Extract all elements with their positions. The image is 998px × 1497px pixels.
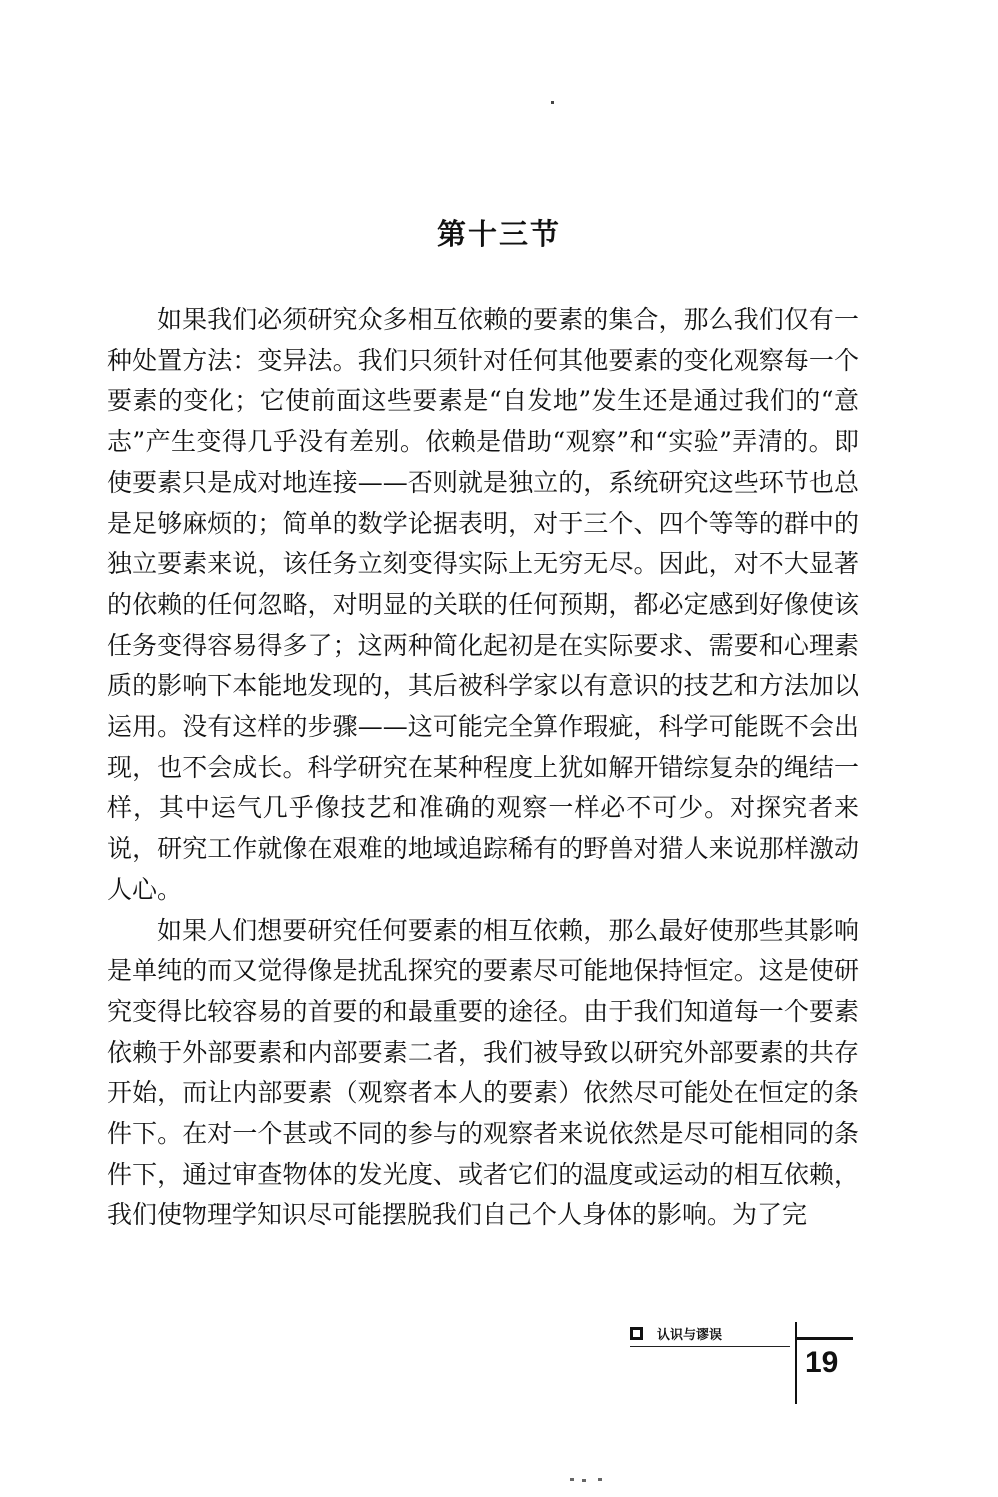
- section-title: 第十三节: [436, 217, 561, 251]
- footer-divider: [795, 1322, 797, 1404]
- paragraph: 如果人们想要研究任何要素的相互依赖，那么最好使那些其影响是单纯的而又觉得像是扰乱探究的要素尽可能地保持恒定。这是使研究变得比较容易的首要的和最重要的途径。由于我们知道每一个要素依赖于外部要素和内部要素二者，我们被导致以研究外部要素的共存开始，而让内部要素（观察者本人的要素）依然尽可能处在恒定的条件下。在对一个甚或不同的参与的观察者来说依然是尽可能相同的条件下，通过审查物体的发光度、或者它们的温度或运动的相互依赖，我们使物理学知识尽可能摆脱我们自己个人身体的影响。为了完: [107, 915, 859, 1230]
- body-text: [107, 300, 859, 1236]
- scan-speck: [570, 1478, 604, 1482]
- scan-speck: [551, 101, 554, 104]
- square-mark-icon: [630, 1327, 643, 1340]
- page-number-bar: [797, 1337, 853, 1340]
- page-number: 19: [805, 1346, 839, 1379]
- running-title: 认识与谬误: [657, 1327, 723, 1343]
- paragraph: 如果我们必须研究众多相互依赖的要素的集合，那么我们仅有一种处置方法：变异法。我们只须针对任何其他要素的变化观察每一个要素的变化；它使前面这些要素是“自发地”发生还是通过我们的“意志”产生变得几乎没有差别。依赖是借助“观察”和“实验”弄清的。即使要素只是成对地连接——否则就是独立的，系统研究这些环节也总是足够麻烦的；简单的数学论据表明，对于三个、四个等等的群中的独立要素来说，该任务立刻变得实际上无穷无尽。因此，对不大显著的依赖的任何忽略，对明显的关联的任何预期，都必定感到好像使该任务变得容易得多了；这两种简化起初是在实际要求、需要和心理素质的影响下本能地发现的，其后被科学家以有意识的技艺和方法加以运用。没有这样的步骤——这可能完全算作瑕疵，科学可能既不会出现，也不会成长。科学研究在某种程度上犹如解开错综复杂的绳结一样，其中运气几乎像技艺和准确的观察一样必不可少。对探究者来说，研究工作就像在艰难的地域追踪稀有的野兽对猎人来说那样激动人心。: [107, 305, 860, 904]
- running-footer: [630, 1320, 790, 1347]
